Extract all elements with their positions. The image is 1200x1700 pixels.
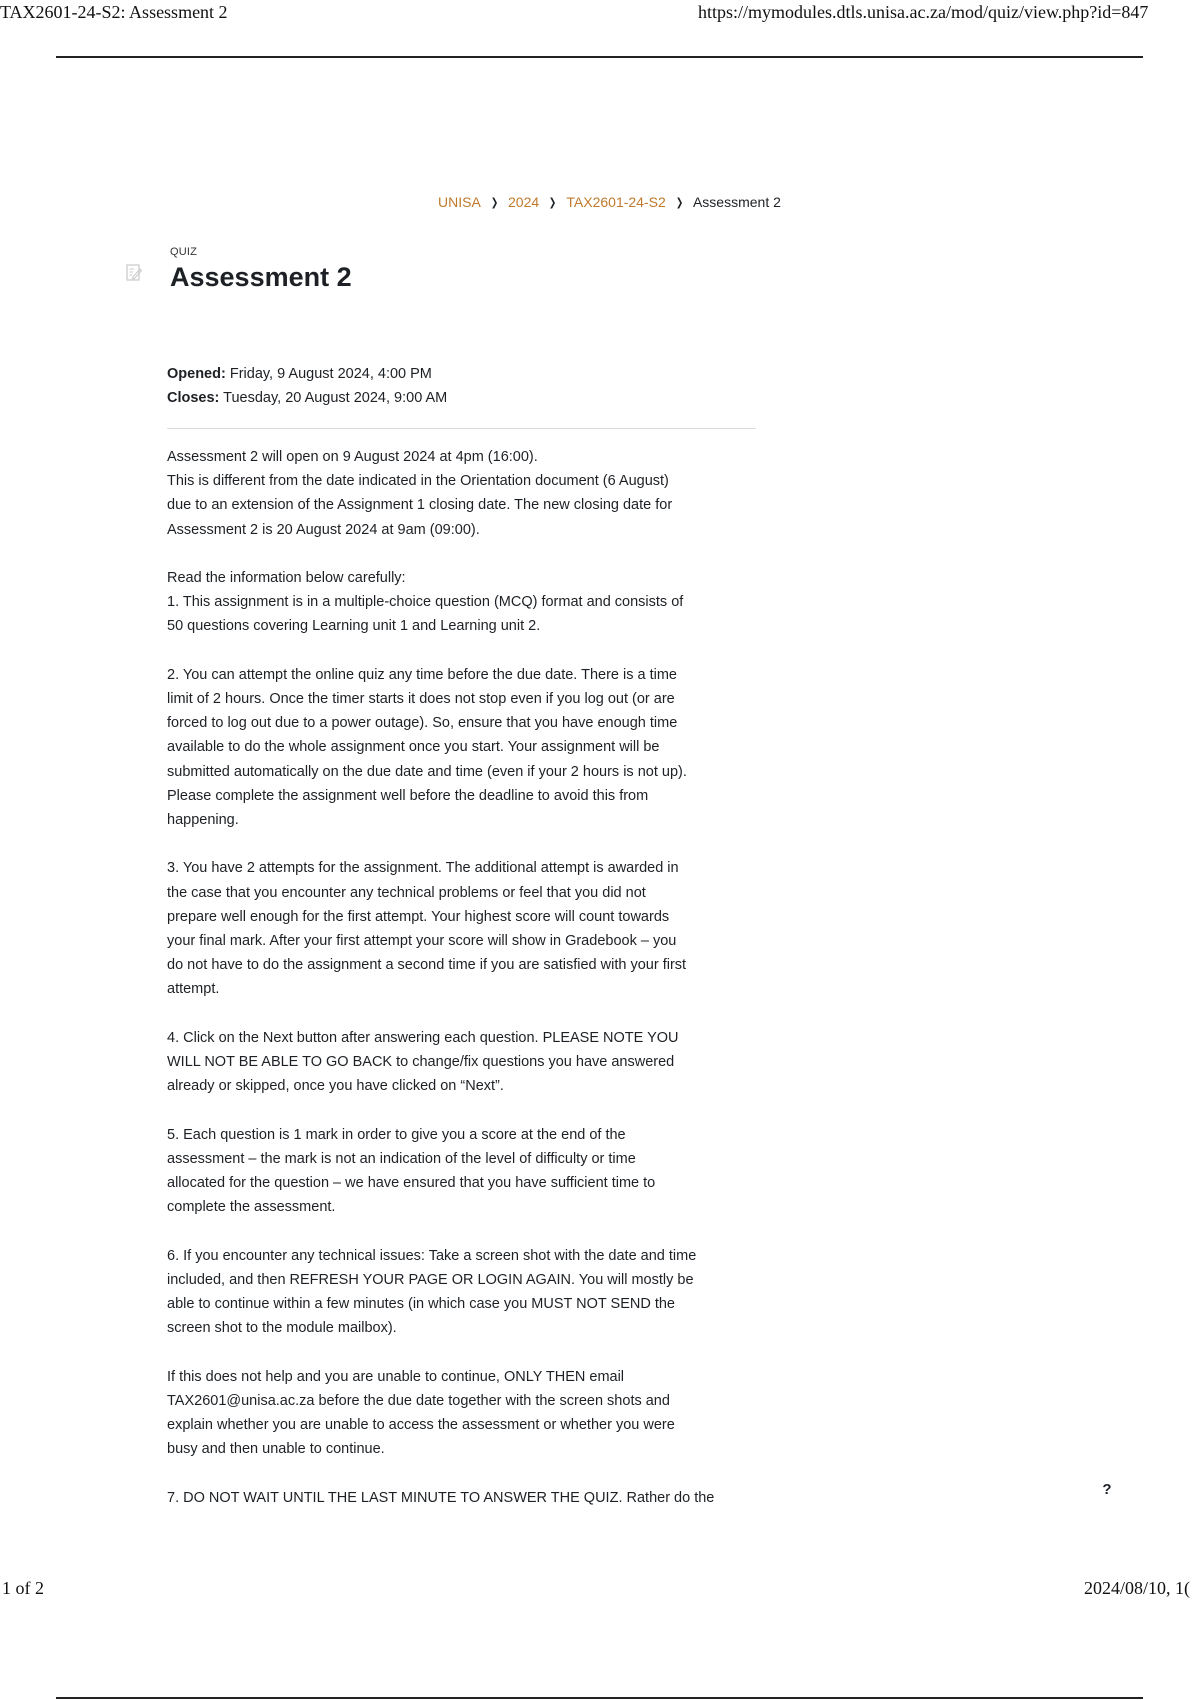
quiz-icon: [126, 264, 142, 282]
closes-label: Closes:: [167, 390, 220, 406]
text-line: available to do the whole assignment once you start. Your assignment will be: [167, 739, 660, 756]
chevron-right-icon: ❯: [549, 196, 557, 209]
breadcrumb: [438, 194, 781, 210]
text-line: explain whether you are unable to access the assessment or whether you were: [167, 1417, 675, 1434]
text-line: already or skipped, once you have clicked on “Next”.: [167, 1078, 504, 1095]
text-line: assessment – the mark is not an indication of the level of difficulty or time: [167, 1150, 636, 1167]
text-line: WILL NOT BE ABLE TO GO BACK to change/fix questions you have answered: [167, 1054, 675, 1071]
instruction-1: [167, 566, 767, 639]
print-page-title: TAX2601-24-S2: Assessment 2: [0, 2, 228, 22]
opened-value: Friday, 9 August 2024, 4:00 PM: [225, 366, 432, 382]
support-paragraph: [167, 1365, 767, 1462]
opened-date: [167, 362, 447, 386]
text-line: TAX2601@unisa.ac.za before the due date together with the screen shots and: [167, 1392, 670, 1409]
text-line: This is different from the date indicated in the Orientation document (6 August): [167, 473, 669, 490]
text-line: 4. Click on the Next button after answering each question. PLEASE NOTE YOU: [167, 1029, 679, 1046]
text-line: Please complete the assignment well before the deadline to avoid this from: [167, 787, 649, 804]
breadcrumb-item-2024[interactable]: 2024: [508, 194, 540, 210]
text-line: included, and then REFRESH YOUR PAGE OR LOGIN AGAIN. You will mostly be: [167, 1271, 694, 1288]
breadcrumb-item-course[interactable]: TAX2601-24-S2: [566, 194, 666, 210]
text-line: your final mark. After your first attempt your score will show in Gradebook – you: [167, 933, 677, 950]
opened-label: Opened:: [167, 366, 226, 382]
text-line: limit of 2 hours. Once the timer starts it does not stop even if you log out (or are: [167, 691, 675, 707]
activity-type-label: QUIZ: [170, 246, 198, 258]
instruction-7: [167, 1486, 767, 1510]
breadcrumb-item-unisa[interactable]: UNISA: [438, 194, 481, 210]
text-line: forced to log out due to a power outage). So, ensure that you have enough time: [167, 715, 678, 732]
help-button[interactable]: ?: [1102, 1481, 1112, 1498]
activity-dates: [167, 362, 447, 410]
section-divider: [167, 428, 756, 429]
print-page-number: 1 of 2: [2, 1578, 44, 1598]
text-line: allocated for the question – we have ensured that you have sufficient time to: [167, 1175, 656, 1192]
chevron-right-icon: ❯: [675, 196, 684, 209]
instruction-6: [167, 1244, 767, 1341]
text-line: 2. You can attempt the online quiz any time before the due date. There is a time: [167, 666, 677, 683]
print-timestamp: 2024/08/10, 1(: [1084, 1578, 1190, 1598]
text-line: Assessment 2 will open on 9 August 2024 at 4pm (16:00).: [167, 449, 538, 465]
text-line: due to an extension of the Assignment 1 closing date. The new closing date for: [167, 497, 673, 514]
text-line: 3. You have 2 attempts for the assignment. The additional attempt is awarded in: [167, 860, 679, 877]
closes-value: Tuesday, 20 August 2024, 9:00 AM: [219, 390, 448, 406]
text-line: 7. DO NOT WAIT UNTIL THE LAST MINUTE TO ANSWER THE QUIZ. Rather do the: [167, 1489, 715, 1506]
text-line: prepare well enough for the first attempt. Your highest score will count towards: [167, 908, 670, 925]
print-header: [0, 0, 1200, 30]
text-line: Assessment 2 is 20 August 2024 at 9am (09:00).: [167, 521, 480, 538]
instruction-5: [167, 1123, 767, 1220]
closes-date: [167, 386, 447, 410]
text-line: If this does not help and you are unable to continue, ONLY THEN email: [167, 1368, 625, 1385]
intro-paragraph: [167, 445, 767, 542]
chevron-right-icon: ❯: [490, 196, 499, 209]
text-line: busy and then unable to continue.: [167, 1441, 385, 1458]
text-line: the case that you encounter any technical problems or feel that you did not: [167, 884, 646, 901]
text-line: able to continue within a few minutes (in which case you MUST NOT SEND the: [167, 1296, 675, 1313]
text-line: 6. If you encounter any technical issues: Take a screen shot with the date and time: [167, 1247, 697, 1264]
text-line: complete the assessment.: [167, 1199, 336, 1216]
text-line: screen shot to the module mailbox).: [167, 1320, 397, 1337]
instruction-3: [167, 856, 767, 1001]
text-line: do not have to do the assignment a second time if you are satisfied with your first: [167, 957, 687, 974]
text-line: 5. Each question is 1 mark in order to give you a score at the end of the: [167, 1126, 626, 1143]
text-line: 1. This assignment is in a multiple-choice question (MCQ) format and consists of: [167, 594, 684, 611]
text-line: happening.: [167, 812, 239, 829]
text-line: Read the information below carefully:: [167, 570, 406, 586]
text-line: 50 questions covering Learning unit 1 and Learning unit 2.: [167, 618, 541, 635]
page-title: Assessment 2: [170, 262, 352, 292]
print-url: https://mymodules.dtls.unisa.ac.za/mod/quiz/view.php?id=847: [698, 2, 1149, 22]
breadcrumb-current: Assessment 2: [692, 194, 781, 210]
header-rule: [56, 56, 1143, 58]
text-line: attempt.: [167, 981, 220, 998]
text-line: submitted automatically on the due date and time (even if your 2 hours is not up).: [167, 763, 687, 780]
footer-rule: [56, 1697, 1143, 1699]
instruction-4: [167, 1026, 767, 1099]
quiz-description: [167, 445, 767, 1534]
instruction-2: [167, 663, 767, 832]
